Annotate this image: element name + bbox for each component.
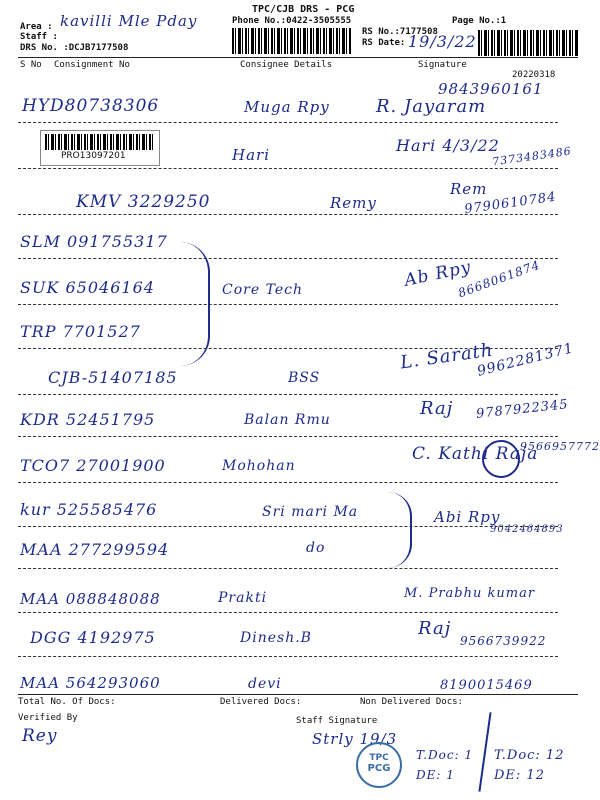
row-divider xyxy=(18,436,558,437)
consignment-number: MAA 277299594 xyxy=(20,540,170,559)
row-divider xyxy=(18,168,558,169)
staff-label: Staff : xyxy=(20,32,58,42)
consignee-name: Core Tech xyxy=(222,282,303,298)
row-divider xyxy=(18,304,558,305)
consignment-number: DGG 4192975 xyxy=(30,628,156,647)
divider-stroke xyxy=(478,712,491,791)
office-stamp xyxy=(356,742,402,788)
phone-number-handwritten: 9566739922 xyxy=(460,634,547,648)
consignment-number: MAA 564293060 xyxy=(20,674,161,692)
total-docs-note-2: T.Doc: 12 xyxy=(494,748,565,763)
column-consignee: Consignee Details xyxy=(240,60,333,70)
page-barcode xyxy=(478,30,578,56)
grouping-brace xyxy=(388,492,412,568)
row-divider xyxy=(18,214,558,215)
consignment-number: SUK 65046164 xyxy=(20,278,155,297)
row-divider xyxy=(18,526,558,527)
phone-number-handwritten: 9962281371 xyxy=(475,340,576,380)
signature: Raj xyxy=(420,398,454,419)
pro-barcode xyxy=(45,134,153,150)
consignee-name: Hari xyxy=(232,146,270,164)
area-label: Area : xyxy=(20,22,53,32)
consignee-name: BSS xyxy=(288,370,321,386)
row-divider xyxy=(18,482,558,483)
total-docs-label: Total No. Of Docs: xyxy=(18,697,116,707)
delivered-docs-note: DE: 1 xyxy=(416,768,455,782)
signature: Rem xyxy=(450,180,488,198)
pro-barcode-number: PRO13097201 xyxy=(61,151,126,161)
delivered-docs-label: Delivered Docs: xyxy=(220,697,302,707)
staff-signature-label: Staff Signature xyxy=(296,716,378,726)
area-value-handwritten: kavilli Mle Pday xyxy=(60,12,198,30)
consignee-name: devi xyxy=(248,676,282,692)
row-divider xyxy=(18,656,558,657)
signature-circle xyxy=(482,440,520,478)
header-divider xyxy=(18,57,578,58)
signature: Hari 4/3/22 xyxy=(396,136,500,155)
row-divider xyxy=(18,122,558,123)
phone-number-handwritten: 9843960161 xyxy=(438,80,544,98)
phone-number-handwritten: 9566957772 xyxy=(520,440,600,453)
signature: M. Prabhu kumar xyxy=(404,586,536,601)
row-divider xyxy=(18,394,558,395)
consignment-number: kur 525585476 xyxy=(20,500,158,519)
page-number: Page No.:1 xyxy=(452,16,507,26)
delivered-docs-note-2: DE: 12 xyxy=(494,768,545,783)
consignee-name: Balan Rmu xyxy=(244,412,331,428)
consignment-number: TCO7 27001900 xyxy=(20,456,166,475)
staff-signature-handwritten: Strly 19/3 xyxy=(312,730,398,748)
consignee-name: Mohohan xyxy=(222,458,296,474)
signature: Ab Rpy xyxy=(402,257,474,291)
consignee-name: Dinesh.B xyxy=(240,630,312,646)
stamp-bottom-text: PCG xyxy=(367,763,391,774)
signature: Abi Rpy xyxy=(434,508,501,526)
sheet-title: TPC/CJB DRS - PCG xyxy=(252,4,355,15)
column-sno: S No xyxy=(20,60,42,70)
row-divider xyxy=(18,568,558,569)
phone-number-handwritten: 7373483486 xyxy=(491,144,573,169)
verified-by-label: Verified By xyxy=(18,713,78,723)
consignment-number: SLM 091755317 xyxy=(20,232,168,251)
consignment-number: CJB-51407185 xyxy=(48,368,178,387)
row-divider xyxy=(18,612,558,613)
drs-barcode xyxy=(232,28,352,54)
signature: Raj xyxy=(418,618,452,639)
drs-number: DRS No. :DCJB7177508 xyxy=(20,43,129,53)
stamp-top-text: TPC xyxy=(369,753,389,763)
column-consignment: Consignment No xyxy=(54,60,130,70)
total-docs-note: T.Doc: 1 xyxy=(416,748,474,762)
phone-number-handwritten: 9787922345 xyxy=(475,397,570,422)
rs-date-label: RS Date: xyxy=(362,38,406,48)
date-code: 20220318 xyxy=(512,70,556,80)
verified-by-signature: Rey xyxy=(22,726,58,746)
signature-box xyxy=(412,440,539,472)
signature: L. Sarath xyxy=(398,339,495,374)
phone-number-handwritten: 9790610784 xyxy=(463,189,558,218)
consignee-name: Sri mari Ma xyxy=(262,504,359,520)
consignment-number: KDR 52451795 xyxy=(20,410,156,429)
consignee-name: Muga Rpy xyxy=(244,98,330,116)
consignee-name: do xyxy=(306,540,326,556)
footer-divider xyxy=(18,694,578,695)
rs-number: RS No.:7177508 xyxy=(362,27,438,37)
column-signature: Signature xyxy=(418,60,467,70)
consignee-name: Remy xyxy=(330,194,377,212)
consignment-number: MAA 088848088 xyxy=(20,590,161,608)
rs-date-handwritten: 19/3/22 xyxy=(408,32,477,51)
consignee-name: Prakti xyxy=(218,590,268,606)
consignment-number: HYD80738306 xyxy=(22,96,160,116)
signature: R. Jayaram xyxy=(376,96,487,117)
phone-number-handwritten: 8190015469 xyxy=(440,678,533,693)
signature: C. Kathi Raja xyxy=(412,444,539,464)
row-divider xyxy=(18,258,558,259)
phone-number-handwritten: 9042464893 xyxy=(490,524,564,535)
phone-number: Phone No.:0422-3505555 xyxy=(232,16,352,26)
consignment-number: KMV 3229250 xyxy=(76,192,211,212)
pro-sticker xyxy=(40,130,160,166)
phone-number-handwritten: 8668061874 xyxy=(456,257,543,301)
consignment-number: TRP 7701527 xyxy=(20,322,141,341)
non-delivered-docs-label: Non Delivered Docs: xyxy=(360,697,463,707)
